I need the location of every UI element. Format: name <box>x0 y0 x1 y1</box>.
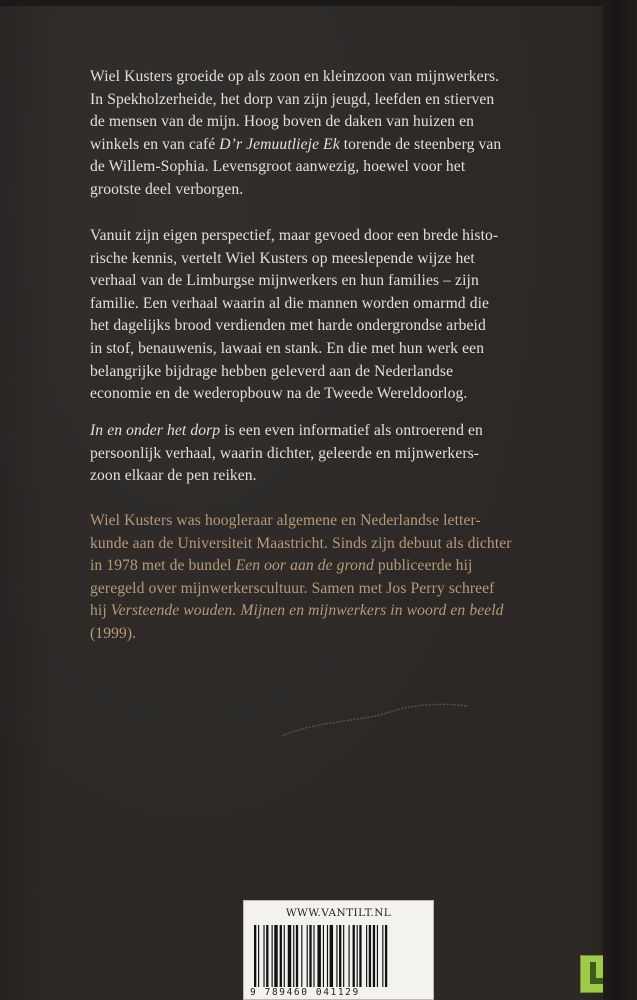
text-line: In Spekholzerheide, het dorp van zijn jeugd, leefden en stierven <box>90 90 495 108</box>
text-span: in 1978 met de bundel <box>90 557 236 575</box>
text-line: de mensen van de mijn. Hoog boven de daken van huizen en <box>90 113 475 131</box>
cover-top-edge <box>0 0 637 6</box>
blurb-paragraph-2 <box>90 225 560 406</box>
text-line: zoon elkaar de pen reiken. <box>90 467 257 485</box>
isbn-barcode <box>252 925 426 987</box>
text-line: de Willem-Sophia. Levensgroot aanwezig, hoewel voor het <box>90 158 466 176</box>
text-line <box>90 555 560 578</box>
text-line: Wiel Kusters was hoogleraar algemene en Nederlandse letter- <box>90 512 481 529</box>
poetry-title: Een oor aan de grond <box>235 557 374 575</box>
isbn-number: 9 789460 041129 <box>250 987 360 998</box>
text-line: rische kennis, vertelt Wiel Kusters op meeslepende wijze het <box>90 249 475 267</box>
text-line: verhaal van de Limburgse mijnwerkers en hun families – zijn <box>90 272 479 290</box>
text-span: winkels en van café <box>90 135 220 153</box>
barcode-label <box>243 900 434 1000</box>
text-span: publiceerde hij <box>373 557 473 575</box>
text-line: grootste deel verborgen. <box>90 180 244 198</box>
text-line: Wiel Kusters groeide op als zoon en kleinzoon van mijnwerkers. <box>90 68 500 85</box>
text-line: persoonlijk verhaal, waarin dichter, geleerde en mijnwerkers- <box>90 444 480 462</box>
hair-strand-mark <box>280 700 470 740</box>
publisher-url: WWW.VANTILT.NL <box>285 907 392 919</box>
book-title: In en onder het dorp <box>90 422 221 439</box>
author-bio <box>90 510 560 646</box>
text-span: hij <box>90 602 111 620</box>
text-line <box>90 420 560 443</box>
text-line: (1999). <box>90 624 137 642</box>
text-span: torende de steenberg van <box>339 135 502 153</box>
text-line: geregeld over mijnwerkerscultuur. Samen met Jos Perry schreef <box>90 579 495 597</box>
blurb-paragraph-1 <box>90 66 560 202</box>
text-line <box>90 600 560 623</box>
text-line: economie en de wederopbouw na de Tweede Wereldoorlog. <box>90 385 468 403</box>
text-line: Vanuit zijn eigen perspectief, maar gevoed door een brede histo- <box>90 227 499 244</box>
text-line: in stof, benauwenis, lawaai en stank. En die met hun werk een <box>90 339 485 357</box>
text-line: het dagelijks brood verdienden met harde ondergrondse arbeid <box>90 317 486 335</box>
text-line: kunde aan de Universiteit Maastricht. Sinds zijn debuut als dichter <box>90 534 512 552</box>
text-line: familie. Een verhaal waarin al die mannen worden omarmd die <box>90 294 490 312</box>
text-line <box>90 134 560 157</box>
blurb-paragraph-3 <box>90 420 560 488</box>
coauthored-title: Versteende wouden. Mijnen en mijnwerkers in woord en beeld <box>110 602 504 620</box>
text-span: is een even informatief als ontroerend en <box>220 422 483 439</box>
spine-edge <box>603 0 637 1000</box>
text-line: belangrijke bijdrage hebben geleverd aan de Nederlandse <box>90 362 454 380</box>
cafe-name: D’r Jemuutlieje Ek <box>219 135 340 153</box>
